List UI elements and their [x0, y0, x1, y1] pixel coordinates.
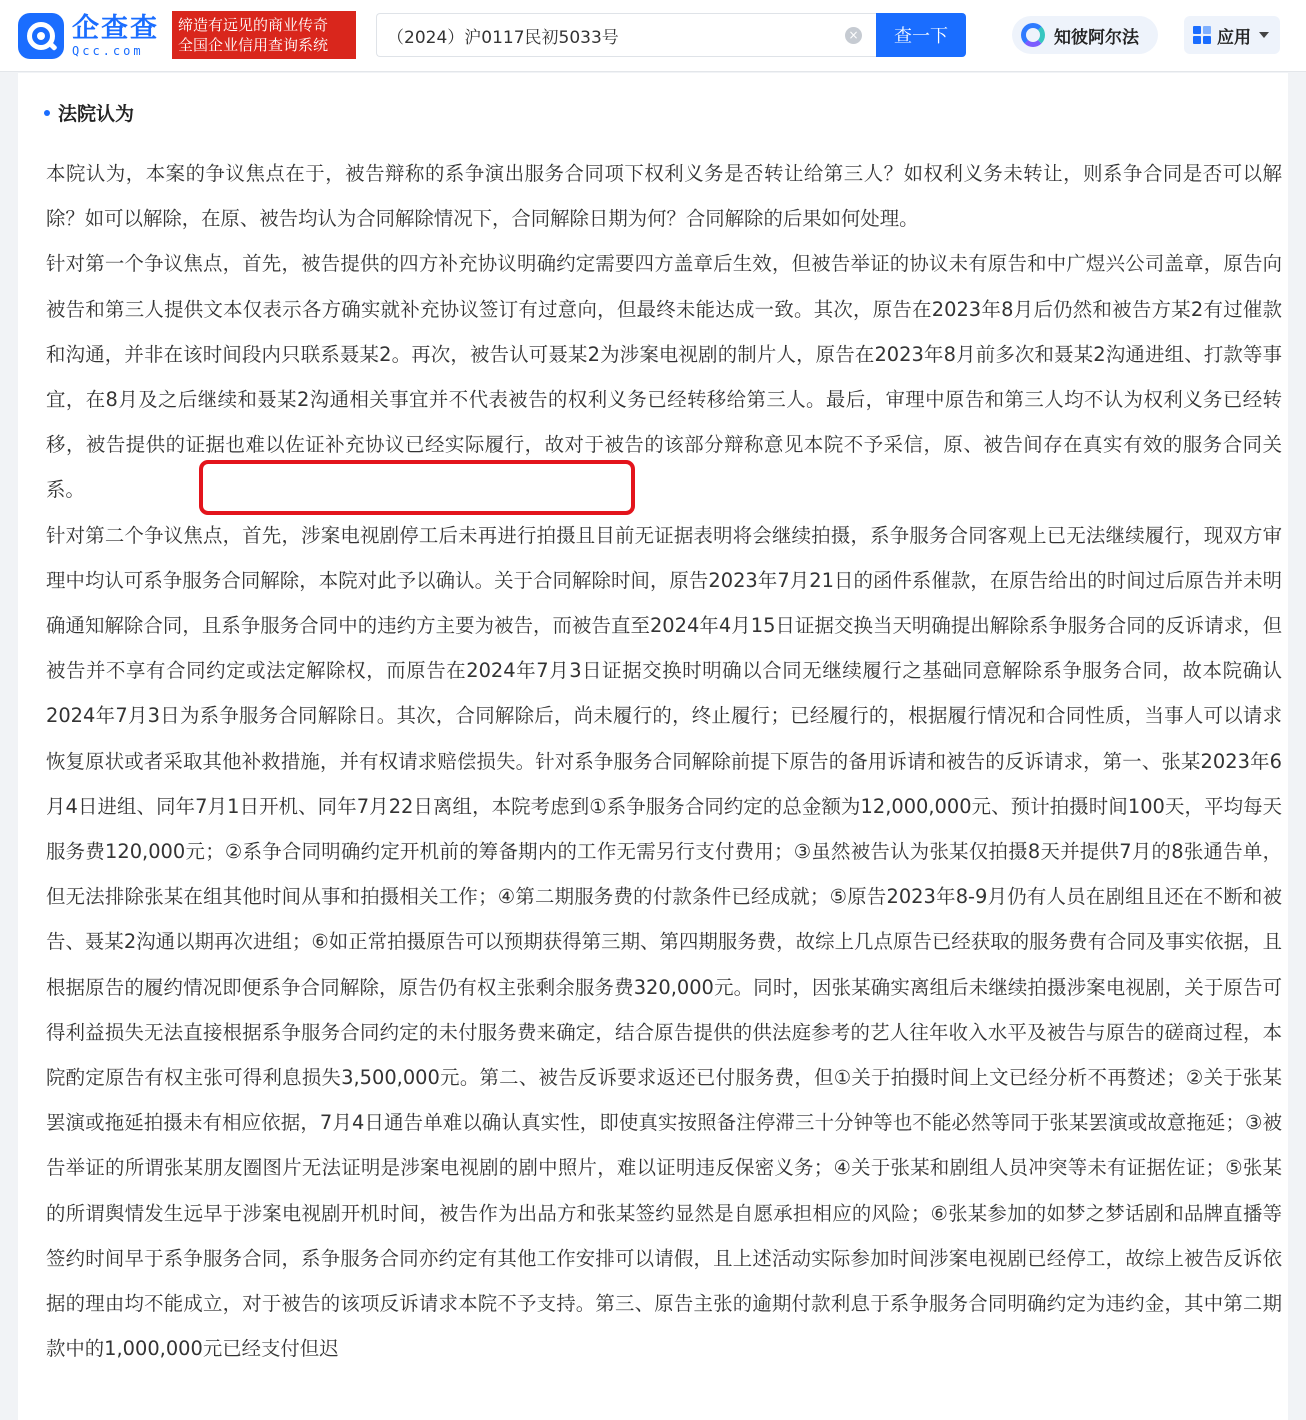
search-box: [376, 13, 876, 57]
slogan-line-1: 缔造有远见的商业传奇: [178, 16, 329, 34]
clear-search-icon[interactable]: ×: [845, 27, 862, 44]
paragraph: 针对第二个争议焦点，首先，涉案电视剧停工后未再进行拍摄且目前无证据表明将会继续拍摄，系争服务合同客观上已无法继续履行，现双方审理中均认可系争服务合同解除，本院对此予以确认。关于合同解除时间，原告2023年7月21日的函件系催款，在原告给出的时间过后原告并未明确通知解除合同，且系争服务合同中的违约方主要为被告，而被告直至2024年4月15日证据交换当天明确提出解除系争服务合同的反诉请求，但被告并不享有合同约定或法定解除权，而原告在2024年7月3日证据交换时明确以合同无继续履行之基础同意解除系争服务合同，故本院确认2024年7月3日为系争服务合同解除日。其次，合同解除后，尚未履行的，终止履行；已经履行的，根据履行情况和合同性质，当事人可以请求恢复原状或者采取其他补救措施，并有权请求赔偿损失。针对系争服务合同解除前提下原告的备用诉请和被告的反诉请求，第一、张某2023年6月4日进组、同年7月1日开机、同年7月22日离组，本院考虑到①系争服务合同约定的总金额为12,000,000元、预计拍摄时间100天，平均每天服务费120,000元；②系争合同明确约定开机前的筹备期内的工作无需另行支付费用；③虽然被告认为张某仅拍摄8天并提供7月的8张通告单，但无法排除张某在组其他时间从事和拍摄相关工作；④第二期服务费的付款条件已经成就；⑤原告2023年8-9月仍有人员在剧组且还在不断和被告、聂某2沟通以期再次进组；⑥如正常拍摄原告可以预期获得第三期、第四期服务费，故综上几点原告已经获取的服务费有合同及事实依据，且根据原告的履约情况即便系争合同解除，原告仍有权主张剩余服务费320,000元。同时，因张某确实离组后未继续拍摄涉案电视剧，关于原告可得利益损失无法直接根据系争服务合同约定的未付服务费来确定，结合原告提供的供法庭参考的艺人往年收入水平及被告与原告的磋商过程，本院酌定原告有权主张可得利息损失3,500,000元。第二、被告反诉要求返还已付服务费，但①关于拍摄时间上文已经分析不再赘述；②关于张某罢演或拖延拍摄未有相应依据，7月4日通告单难以确认真实性，即使真实按照备注停滞三十分钟等也不能必然等同于张某罢演或故意拖延；③被告举证的所谓张某朋友圈图片无法证明是涉案电视剧的剧中照片，难以证明违反保密义务；④关于张某和剧组人员冲突等未有证据佐证；⑤张某的所谓舆情发生远早于涉案电视剧开机时间，被告作为出品方和张某签约显然是自愿承担相应的风险；⑥张某参加的如梦之梦话剧和品牌直播等签约时间早于系争服务合同，系争服务合同亦约定有其他工作安排可以请假，且上述活动实际参加时间涉案电视剧已经停工，故综上被告反诉依据的理由均不能成立，对于被告的该项反诉请求本院不予支持。第三、原告主张的逾期付款利息于系争服务合同明确约定为违约金，其中第二期款中的1,000,000元已经支付但迟: [46, 523, 1282, 1361]
slogan-line-2: 全国企业信用查询系统: [178, 36, 329, 54]
search-input[interactable]: [387, 14, 837, 56]
bullet-dot-icon: [44, 110, 50, 116]
chevron-down-icon: [1259, 32, 1269, 38]
logo-text-cn: 企查查: [72, 13, 159, 44]
apps-menu-label: 应用: [1217, 27, 1251, 48]
section-title: 法院认为: [58, 103, 135, 125]
apps-menu-button[interactable]: [1184, 16, 1280, 54]
ai-assistant-button[interactable]: [1012, 16, 1158, 54]
ai-assistant-icon: [1018, 20, 1048, 50]
logo-text-en: Qcc.com: [72, 44, 144, 58]
document-content: [18, 73, 1288, 1420]
ai-assistant-label: 知彼阿尔法: [1054, 27, 1139, 48]
paragraph: 针对第一个争议焦点，首先，被告提供的四方补充协议明确约定需要四方盖章后生效，但被告举证的协议未有原告和中广煜兴公司盖章，原告向被告和第三人提供文本仅表示各方确实就补充协议签订有过意向，但最终未能达成一致。其次，原告在2023年8月后仍然和被告方某2有过催款和沟通，并非在该时间段内只联系聂某2。再次，被告认可聂某2为涉案电视剧的制片人，原告在2023年8月前多次和聂某2沟通进组、打款等事宜，在8月及之后继续和聂某2沟通相关事宜并不代表被告的权利义务已经转移给第三人。最后，审理中原告和第三人均不认为权利义务已经转移，被告提供的证据也难以佐证补充协议已经实际履行，故对于被告的该部分辩称意见本院不予采信，原、被告间存在真实有效的服务合同关系。: [46, 252, 1282, 502]
paragraph: 本院认为，本案的争议焦点在于，被告辩称的系争演出服务合同项下权利义务是否转让给第三人？如权利义务未转让，则系争合同是否可以解除？如可以解除，在原、被告均认为合同解除情况下，合同解除日期为何？合同解除的后果如何处理。: [46, 162, 1282, 231]
qcc-logo[interactable]: [18, 12, 166, 60]
search-button[interactable]: 查一下: [876, 13, 966, 57]
top-navigation-bar: [0, 0, 1306, 72]
court-opinion-text: [46, 151, 1282, 1371]
qcc-logo-icon: [18, 13, 64, 59]
slogan-banner: [172, 11, 356, 59]
apps-grid-icon: [1193, 26, 1211, 44]
section-header: [44, 99, 134, 126]
